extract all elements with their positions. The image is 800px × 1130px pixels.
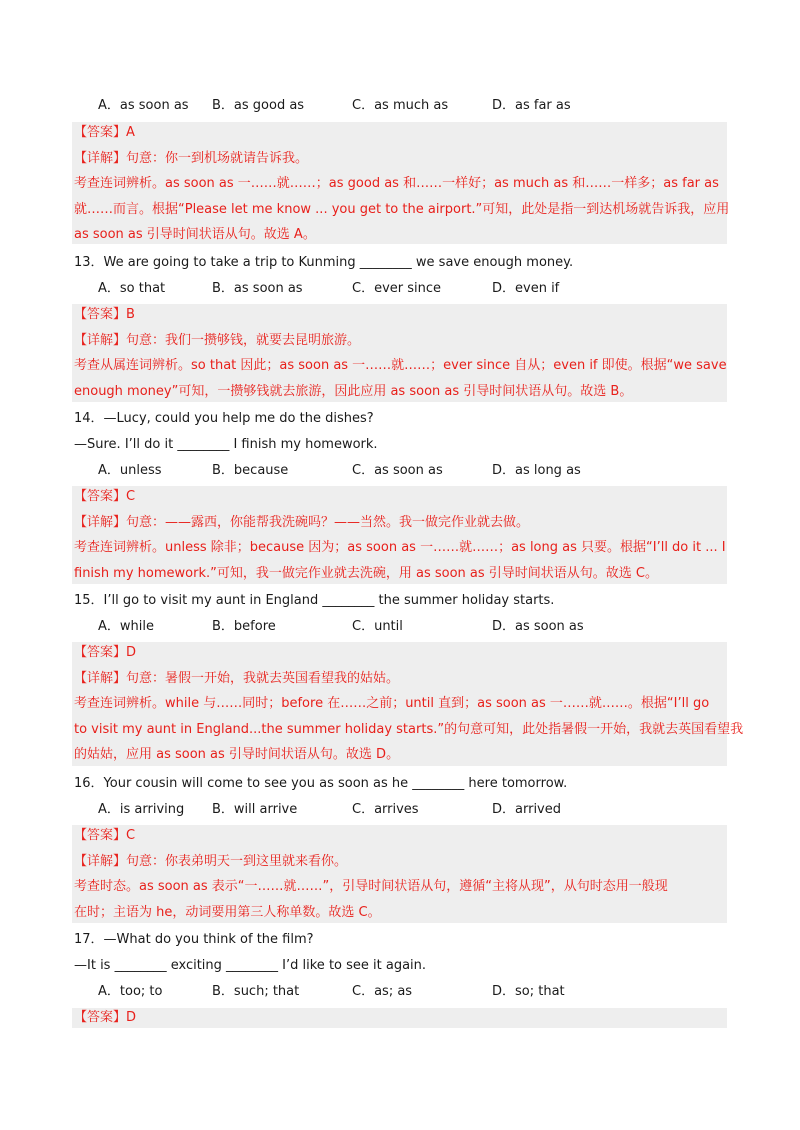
option-d: D．as far as: [492, 98, 571, 113]
option-a: A．so that: [98, 281, 166, 296]
detail-line: 考查时态。as soon as 表示“一……就……”，引导时间状语从句，遵循“主将从现”，从句时态用一般现: [74, 879, 668, 894]
question-stem: 14．—Lucy, could you help me do the dishes?: [74, 411, 374, 426]
answer-label: 【答案】D: [74, 1010, 137, 1025]
detail-line: 考查连词辨析。as soon as 一……就……；as good as 和……一样好；as much as 和……一样多；as far as: [74, 176, 719, 191]
option-d: D．as long as: [492, 463, 581, 478]
detail-line: 【详解】句意：你表弟明天一到这里就来看你。: [74, 854, 348, 869]
detail-line: 就……而言。根据“Please let me know ... you get to the airport.”可知，此处是指一到达机场就告诉我，应用: [74, 202, 730, 217]
detail-line: 【详解】句意：你一到机场就请告诉我。: [74, 151, 309, 166]
option-a: A．too; to: [98, 984, 163, 999]
detail-line: 【详解】句意：暑假一开始，我就去英国看望我的姑姑。: [74, 671, 400, 686]
answer-label: 【答案】D: [74, 645, 137, 660]
question-stem: 17．—What do you think of the film?: [74, 932, 314, 947]
question-stem-line2: —Sure. I’ll do it ________ I finish my homework.: [74, 437, 378, 452]
question-stem: 13．We are going to take a trip to Kunming ________ we save enough money.: [74, 255, 574, 270]
question-stem-line2: —It is ________ exciting ________ I’d like to see it again.: [74, 958, 427, 973]
option-d: D．arrived: [492, 802, 561, 817]
detail-line: 的姑姑，应用 as soon as 引导时间状语从句。故选 D。: [74, 747, 400, 762]
option-b: B．because: [212, 463, 289, 478]
answer-label: 【答案】A: [74, 125, 135, 140]
option-c: C．as much as: [352, 98, 449, 113]
answer-label: 【答案】C: [74, 828, 136, 843]
answer-block: [72, 1008, 727, 1028]
option-a: A．unless: [98, 463, 162, 478]
option-c: C．until: [352, 619, 403, 634]
answer-label: 【答案】B: [74, 307, 135, 322]
detail-line: 【详解】句意：我们一攒够钱，就要去昆明旅游。: [74, 333, 361, 348]
option-c: C．as soon as: [352, 463, 443, 478]
option-c: C．arrives: [352, 802, 419, 817]
detail-line: 在时；主语为 he，动词要用第三人称单数。故选 C。: [74, 905, 381, 920]
option-a: A．as soon as: [98, 98, 189, 113]
option-a: A．while: [98, 619, 154, 634]
detail-line: 考查连词辨析。while 与……同时；before 在……之前；until 直到；as soon as 一……就……。根据“I’ll go: [74, 696, 710, 711]
answer-block: [72, 122, 730, 244]
option-b: B．as good as: [212, 98, 305, 113]
detail-line: enough money”可知，一攒够钱就去旅游，因此应用 as soon as 引导时间状语从句。故选 B。: [74, 384, 633, 399]
question-stem: 16．Your cousin will come to see you as soon as he ________ here tomorrow.: [74, 776, 568, 791]
option-d: D．so; that: [492, 984, 565, 999]
detail-line: 考查连词辨析。unless 除非；because 因为；as soon as 一……就……；as long as 只要。根据“I’ll do it ... I: [74, 540, 726, 555]
option-d: D．as soon as: [492, 619, 584, 634]
option-b: B．will arrive: [212, 802, 298, 817]
answer-block: [72, 304, 727, 402]
detail-line: finish my homework.”可知，我一做完作业就去洗碗，用 as soon as 引导时间状语从句。故选 C。: [74, 566, 658, 581]
option-b: B．such; that: [212, 984, 300, 999]
answer-block: [72, 486, 727, 584]
option-a: A．is arriving: [98, 802, 185, 817]
detail-line: to visit my aunt in England...the summer holiday starts.”的句意可知，此处指暑假一开始，我就去英国看望我: [74, 722, 744, 737]
detail-line: 考查从属连词辨析。so that 因此；as soon as 一……就……；ever since 自从；even if 即使。根据“we save: [74, 358, 727, 373]
option-d: D．even if: [492, 281, 560, 296]
option-c: C．as; as: [352, 984, 413, 999]
option-c: C．ever since: [352, 281, 442, 296]
detail-line: 【详解】句意：——露西，你能帮我洗碗吗？——当然。我一做完作业就去做。: [74, 515, 530, 530]
question-stem: 15．I’ll go to visit my aunt in England ________ the summer holiday starts.: [74, 593, 555, 608]
option-b: B．as soon as: [212, 281, 303, 296]
option-b: B．before: [212, 619, 276, 634]
detail-line: as soon as 引导时间状语从句。故选 A。: [74, 227, 316, 242]
answer-block: [72, 825, 727, 923]
answer-label: 【答案】C: [74, 489, 136, 504]
answer-block: [72, 642, 744, 766]
